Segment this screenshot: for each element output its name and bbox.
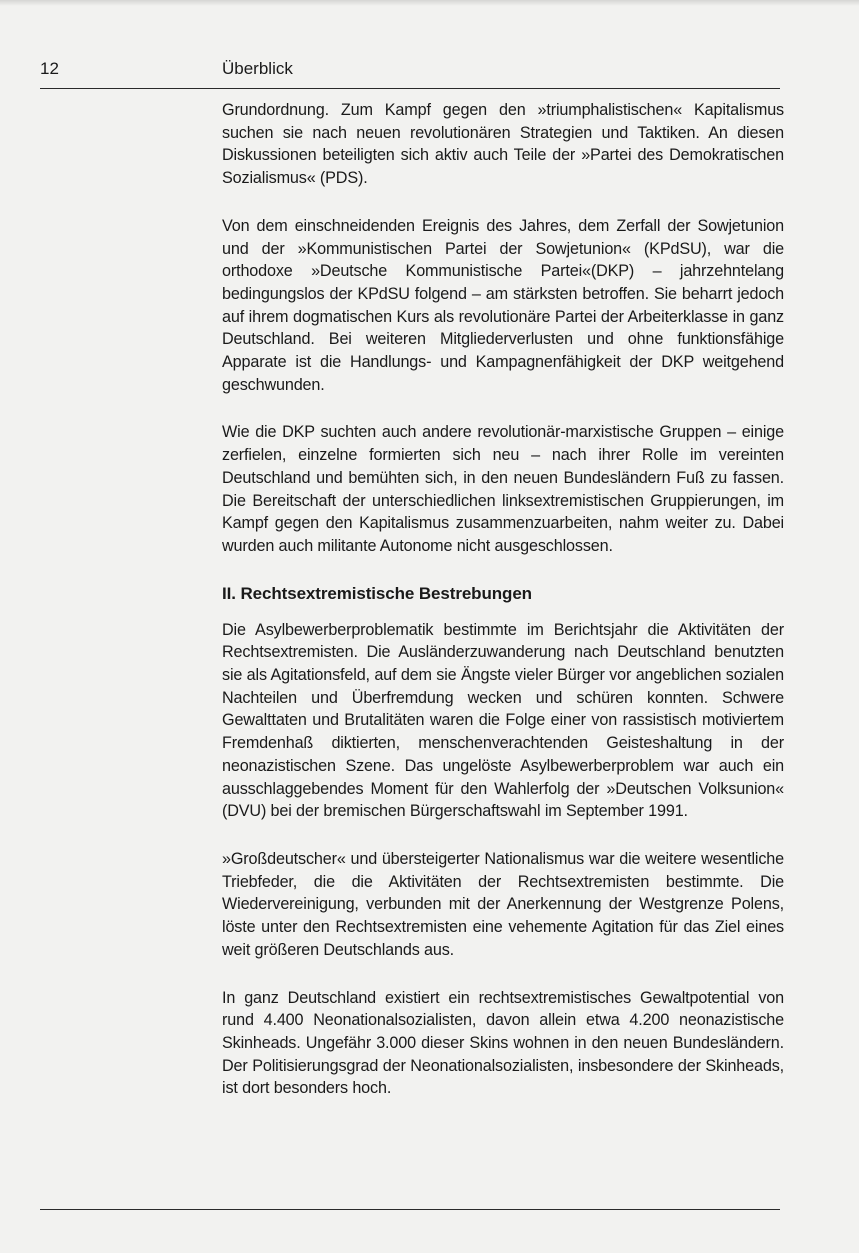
scan-edge — [0, 0, 859, 6]
page-body — [222, 99, 784, 1125]
paragraph: Wie die DKP suchten auch andere revolutionär-marxistische Gruppen – einige zerfielen, einzelne formierten sich neu – nach ihrer Rolle im vereinten Deutschland und bemühten sich, in den neuen Bundesländern Fuß zu fassen. Die Bereitschaft der unterschiedlichen linksextremistischen Gruppierungen, im Kampf gegen den Kapitalismus zusammenzuarbeiten, nahm weiter zu. Dabei wurden auch militante Autonome nicht ausgeschlossen. — [222, 423, 784, 555]
running-title: Überblick — [222, 59, 293, 78]
header-rule — [40, 88, 780, 89]
paragraph: Die Asylbewerberproblematik bestimmte im Berichtsjahr die Aktivitäten der Rechtsextremisten. Die Ausländerzuwanderung nach Deutschland benutzten sie als Agitationsfeld, auf dem sie Ängste vieler Bürger vor angeblichen sozialen Nachteilen und Überfremdung wecken und schüren konnten. Schwere Gewalttaten und Brutalitäten waren die Folge einer von rassistisch motiviertem Fremdenhaß diktierten, menschenverachtenden Geisteshaltung in der neonazistischen Szene. Das ungelöste Asylbewerberproblem war auch ein ausschlaggebendes Moment für den Wahlerfolg der »Deutschen Volksunion« (DVU) bei der bremischen Bürgerschaftswahl im September 1991. — [222, 620, 784, 821]
paragraph: Von dem einschneidenden Ereignis des Jahres, dem Zerfall der Sowjetunion und der »Kommunistischen Partei der Sowjetunion« (KPdSU), war die orthodoxe »Deutsche Kommunistische Partei«(DKP) – jahrzehntelang bedingungslos der KPdSU folgend – am stärksten betroffen. Sie beharrt jedoch auf ihrem dogmatischen Kurs als revolutionäre Partei der Arbeiterklasse in ganz Deutschland. Bei weiteren Mitgliederverlusten und ohne funktionsfähige Apparate ist die Handlungs- und Kampagnenfähigkeit der DKP weitgehend geschwunden. — [222, 216, 784, 394]
paragraph: »Großdeutscher« und übersteigerter Nationalismus war die weitere wesentliche Triebfeder, die die Aktivitäten der Rechtsextremisten bestimmte. Die Wiedervereinigung, verbunden mit der Anerkennung der Westgrenze Polens, löste unter den Rechtsextremisten eine vehemente Agitation für das Ziel eines weit größeren Deutschlands aus. — [222, 849, 784, 959]
paragraph: In ganz Deutschland existiert ein rechtsextremistisches Gewaltpotential von rund 4.400 Neonationalsozialisten, davon allein etwa 4.200 neonazistische Skinheads. Ungefähr 3.000 dieser Skins wohnen in den neuen Bundesländern. Der Politisierungsgrad der Neonationalsozialisten, insbesondere der Skinheads, ist dort besonders hoch. — [222, 988, 784, 1098]
page-number: 12 — [40, 59, 59, 78]
paragraph: Grundordnung. Zum Kampf gegen den »triumphalistischen« Kapitalismus suchen sie nach neuen revolutionären Strategien und Taktiken. An diesen Diskussionen beteiligten sich aktiv auch Teile der »Partei des Demokratischen Sozialismus« (PDS). — [222, 101, 784, 188]
section-heading: II. Rechtsextremistische Bestrebungen — [222, 583, 532, 603]
footer-rule — [40, 1209, 780, 1210]
